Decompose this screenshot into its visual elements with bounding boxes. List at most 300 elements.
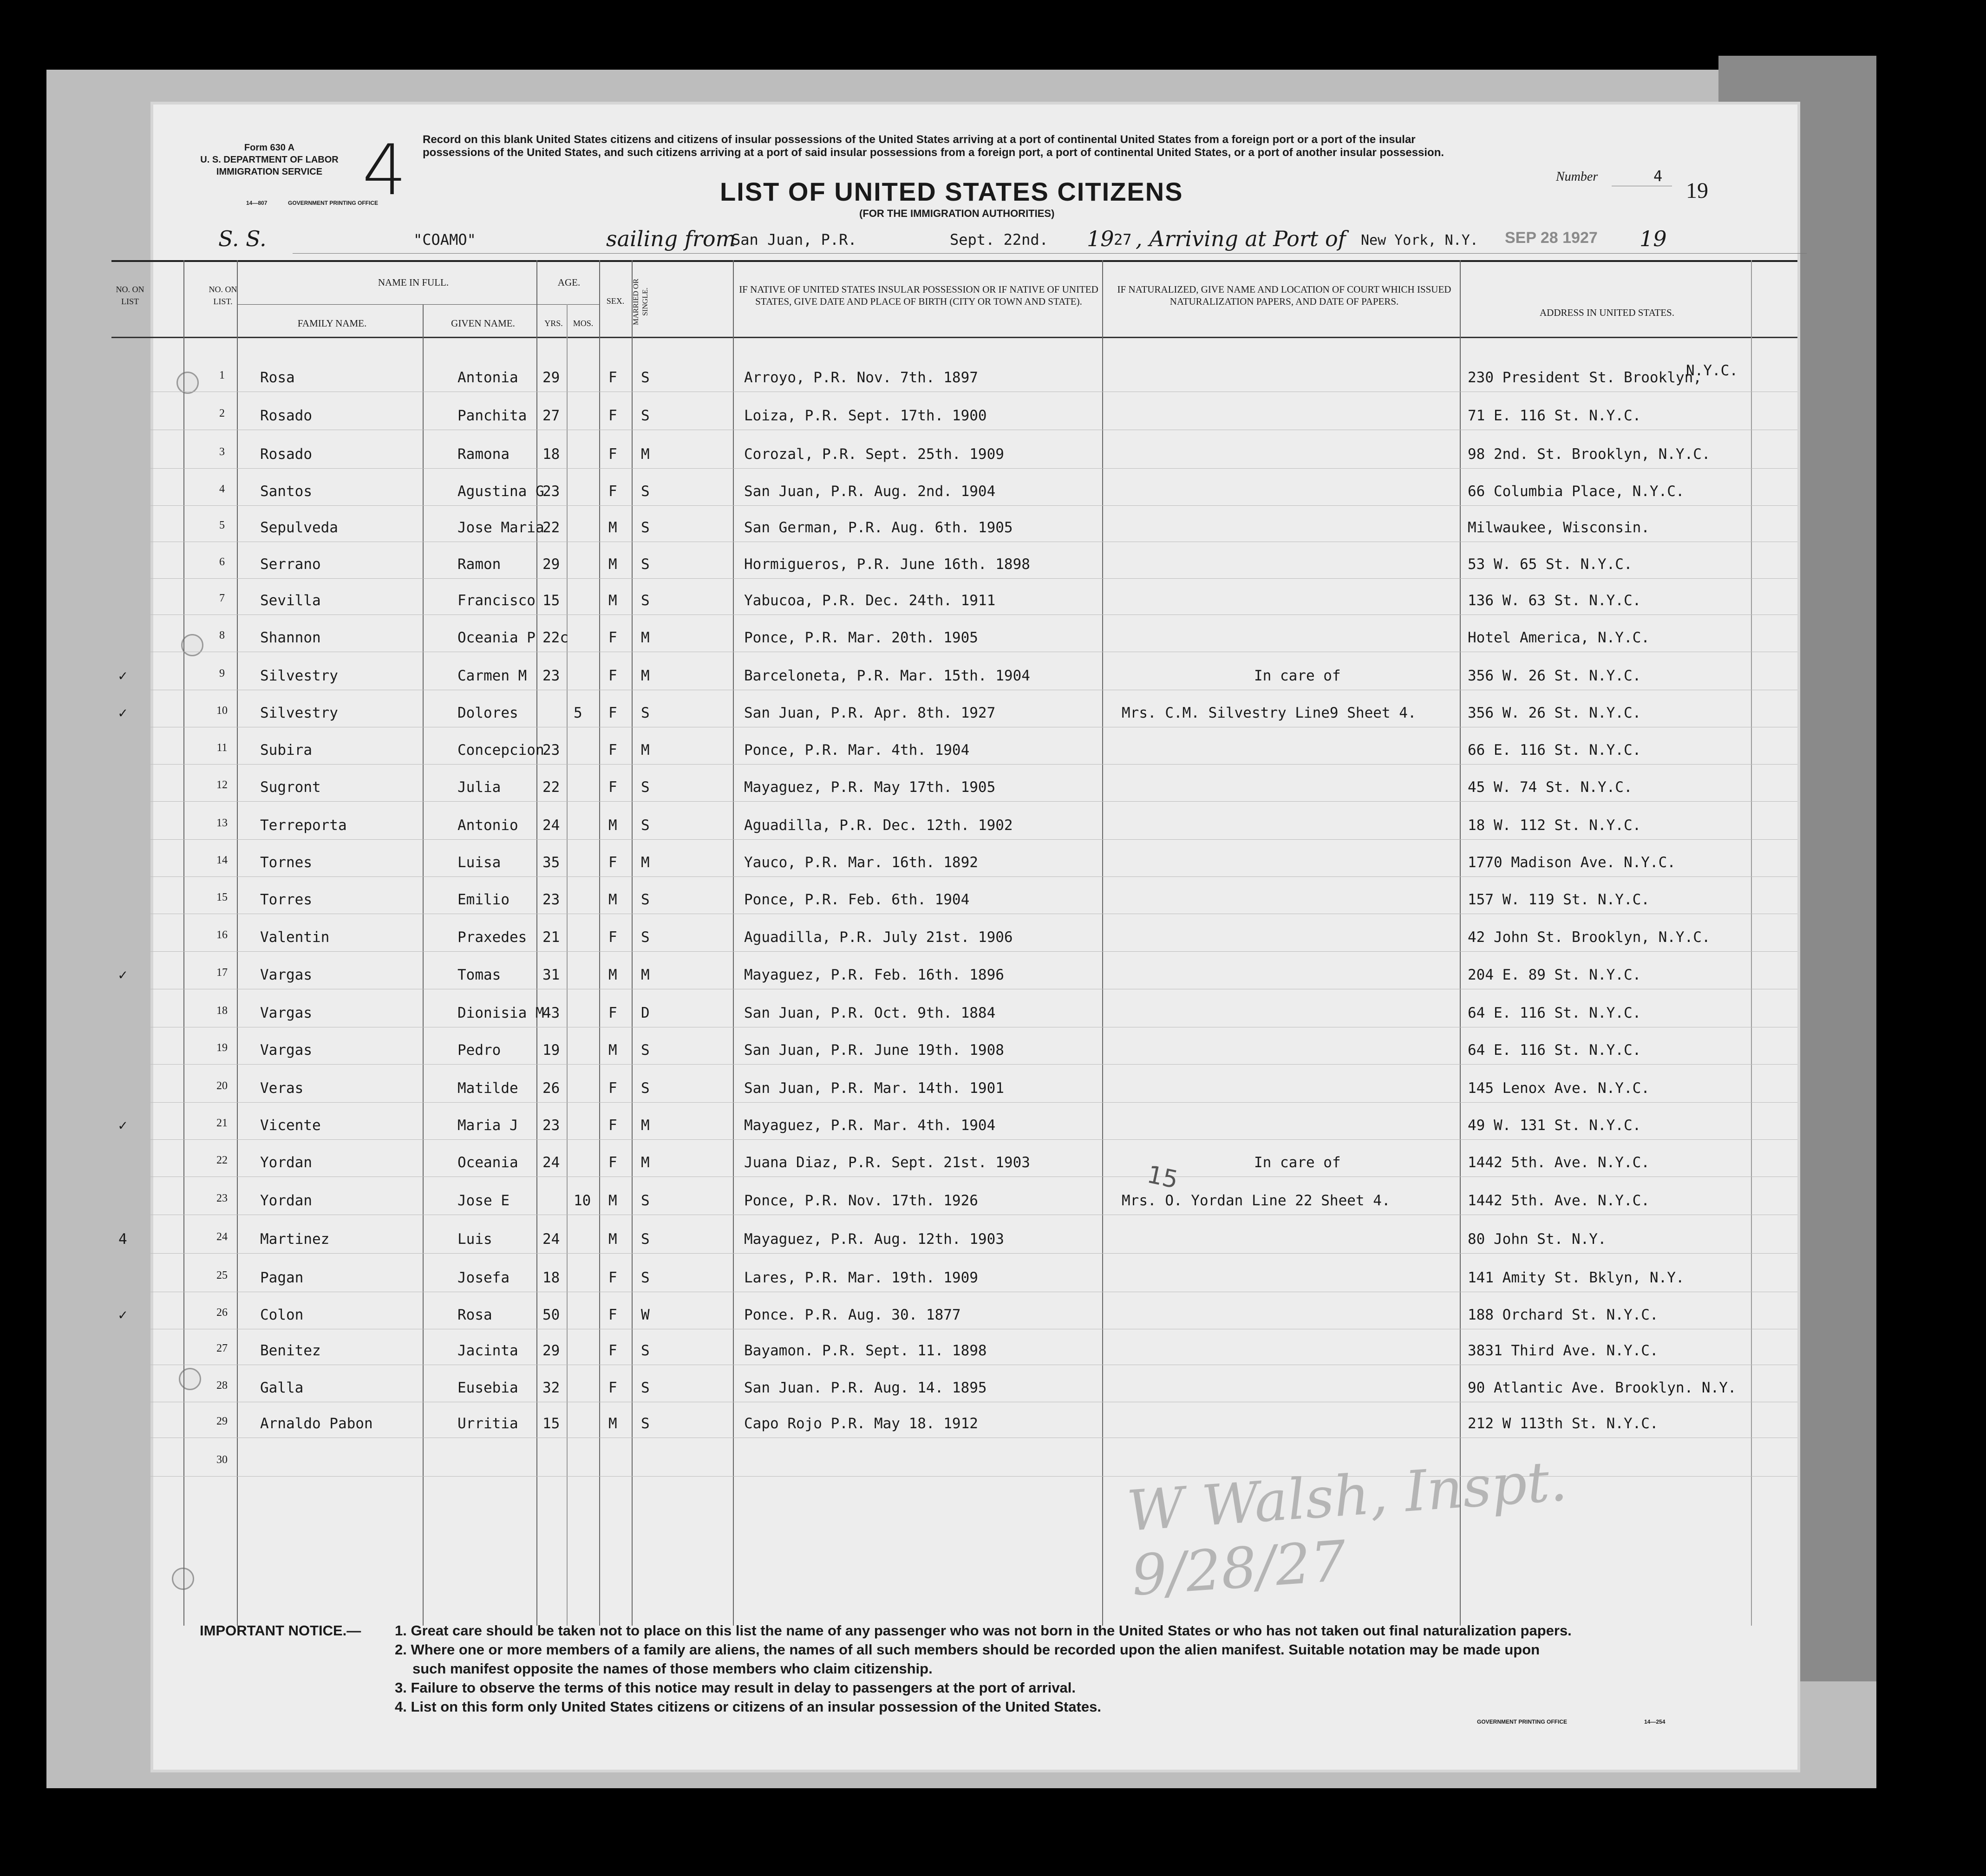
age-years: 23 (542, 742, 560, 758)
year-prefix: 19 (1087, 226, 1114, 251)
row-number: 11 (216, 742, 228, 754)
family-name: Rosa (260, 369, 295, 386)
row-rule (111, 1139, 1797, 1140)
form-department: U. S. DEPARTMENT OF LABOR (200, 155, 339, 165)
birth-place-date: San Juan, P.R. Apr. 8th. 1927 (744, 705, 996, 721)
header-age: AGE. (557, 277, 581, 288)
name-header-rule (237, 304, 599, 305)
row-check-mark: ✓ (118, 967, 127, 983)
family-name: Rosado (260, 446, 312, 463)
row-number: 24 (216, 1231, 228, 1243)
given-name: Maria J (457, 1117, 518, 1134)
birth-place-date: San German, P.R. Aug. 6th. 1905 (744, 519, 1013, 536)
sex: F (608, 446, 617, 463)
family-name: Tornes (260, 854, 312, 871)
given-name: Eusebia (457, 1379, 518, 1396)
notice-item: 4. List on this form only United States citizens or citizens of an insular possession of the United States. (395, 1699, 1101, 1715)
row-rule (111, 1064, 1797, 1065)
header-mos: MOS. (573, 319, 594, 328)
row-number: 20 (216, 1080, 228, 1092)
marital-status: S (641, 929, 650, 946)
sex: F (608, 1080, 617, 1097)
address: 80 John St. N.Y. (1468, 1231, 1607, 1248)
age-years: 18 (542, 1269, 560, 1286)
age-years: 23 (542, 483, 560, 500)
col-divider (1102, 260, 1103, 1626)
address: 64 E. 116 St. N.Y.C. (1468, 1005, 1641, 1021)
number-value: 4 (1653, 167, 1663, 185)
family-name: Martinez (260, 1231, 330, 1248)
punch-hole (176, 372, 199, 394)
age-years: 15 (542, 1415, 560, 1432)
col-divider (567, 304, 568, 1626)
birth-place-date: Hormigueros, P.R. June 16th. 1898 (744, 556, 1030, 573)
row-number: 23 (216, 1192, 228, 1204)
ss-label: S. S. (218, 226, 267, 251)
year-suffix: 27 (1114, 231, 1132, 248)
marital-status: S (641, 1192, 650, 1209)
birth-place-date: Aguadilla, P.R. Dec. 12th. 1902 (744, 817, 1013, 834)
address-note: N.Y.C. (1686, 362, 1738, 379)
birth-place-date: Barceloneta, P.R. Mar. 15th. 1904 (744, 667, 1030, 684)
row-rule (111, 764, 1797, 765)
header-address: ADDRESS IN UNITED STATES. (1540, 307, 1674, 318)
sex: M (608, 519, 617, 536)
birth-place-date: San Juan, P.R. Oct. 9th. 1884 (744, 1005, 996, 1021)
marital-status: S (641, 556, 650, 573)
family-name: Yordan (260, 1154, 312, 1171)
notice-item: such manifest opposite the names of those members who claim citizenship. (412, 1660, 933, 1677)
sex: F (608, 1154, 617, 1171)
family-name: Galla (260, 1379, 304, 1396)
row-check-mark: ✓ (118, 1117, 127, 1134)
age-years: 23 (542, 891, 560, 908)
marital-status: S (641, 1379, 650, 1396)
age-years: 29 (542, 369, 560, 386)
family-name: Sugront (260, 779, 321, 796)
birth-place-date: Arroyo, P.R. Nov. 7th. 1897 (744, 369, 978, 386)
year-end: 19 (1640, 226, 1667, 251)
marital-status: S (641, 592, 650, 609)
marital-status: S (641, 1080, 650, 1097)
birth-place-date: Ponce. P.R. Aug. 30. 1877 (744, 1307, 961, 1323)
birth-place-date: Corozal, P.R. Sept. 25th. 1909 (744, 446, 1004, 463)
form-service: IMMIGRATION SERVICE (216, 167, 323, 177)
address: 49 W. 131 St. N.Y.C. (1468, 1117, 1641, 1134)
given-name: Pedro (457, 1042, 501, 1059)
age-years: 19 (542, 1042, 560, 1059)
age-years: 31 (542, 967, 560, 983)
marital-status: M (641, 667, 650, 684)
family-name: Rosado (260, 407, 312, 424)
family-name: Torres (260, 891, 312, 908)
age-months: 5 (574, 705, 582, 721)
col-divider (183, 260, 184, 1626)
notice-item: 1. Great care should be taken not to place on this list the name of any passenger who was not born in the United States or who has not taken out final naturalization papers. (395, 1622, 1572, 1639)
marital-status: S (641, 1269, 650, 1286)
birth-place-date: San Juan, P.R. Mar. 14th. 1901 (744, 1080, 1004, 1097)
row-check-mark: ✓ (118, 1307, 127, 1323)
birth-place-date: Mayaguez, P.R. Aug. 12th. 1903 (744, 1231, 1004, 1248)
row-number: 15 (216, 891, 228, 903)
address: 141 Amity St. Bklyn, N.Y. (1468, 1269, 1685, 1286)
header-birth: IF NATIVE OF UNITED STATES INSULAR POSSESSION OR IF NATIVE OF UNITED STATES, GIVE DATE AND PLACE OF BIRTH (CITY OR TOWN AND STATE). (739, 284, 1098, 307)
table-top-border (111, 260, 1797, 262)
birth-place-date: Mayaguez, P.R. Feb. 16th. 1896 (744, 967, 1004, 983)
handwritten-sheet-number: 4 (362, 130, 407, 211)
notice-body (395, 1621, 1788, 1716)
marital-status: M (641, 854, 650, 871)
row-rule (111, 1253, 1797, 1254)
address: 136 W. 63 St. N.Y.C. (1468, 592, 1641, 609)
birth-place-date: Ponce, P.R. Nov. 17th. 1926 (744, 1192, 978, 1209)
family-name: Sepulveda (260, 519, 338, 536)
marital-status: M (641, 1154, 650, 1171)
row-number: 25 (216, 1269, 228, 1281)
given-name: Ramon (457, 556, 501, 573)
arriving-label: , Arriving at Port of (1136, 226, 1346, 251)
manifest-page (116, 105, 1797, 1770)
row-number: 19 (216, 1042, 228, 1054)
age-years: 29 (542, 556, 560, 573)
address: 18 W. 112 St. N.Y.C. (1468, 817, 1641, 834)
address: 188 Orchard St. N.Y.C. (1468, 1307, 1659, 1323)
row-number: 10 (216, 705, 228, 717)
print-code: 14—807 (246, 200, 268, 206)
marital-status: S (641, 1415, 650, 1432)
given-name: Agustina G (457, 483, 544, 500)
departure-port: San Juan, P.R. (732, 231, 857, 248)
birth-place-date: Juana Diaz, P.R. Sept. 21st. 1903 (744, 1154, 1030, 1171)
row-number: 17 (216, 967, 228, 979)
col-divider (423, 304, 424, 1626)
footer-office: GOVERNMENT PRINTING OFFICE (1477, 1719, 1568, 1725)
address: 90 Atlantic Ave. Brooklyn. N.Y. (1468, 1379, 1737, 1396)
age-years: 18 (542, 446, 560, 463)
row-rule (111, 1102, 1797, 1103)
header-name-in-full: NAME IN FULL. (378, 277, 449, 288)
address: 356 W. 26 St. N.Y.C. (1468, 667, 1641, 684)
row-rule (111, 505, 1797, 506)
age-years: 24 (542, 817, 560, 834)
address: 66 E. 116 St. N.Y.C. (1468, 742, 1641, 758)
family-name: Terreporta (260, 817, 347, 834)
marital-status: S (641, 1342, 650, 1359)
address: 157 W. 119 St. N.Y.C. (1468, 891, 1650, 908)
given-name: Luisa (457, 854, 501, 871)
age-years: 23 (542, 1117, 560, 1134)
age-years: 23 (542, 667, 560, 684)
sex: F (608, 779, 617, 796)
marital-status: D (641, 1005, 650, 1021)
family-name: Silvestry (260, 667, 338, 684)
address: 3831 Third Ave. N.Y.C. (1468, 1342, 1659, 1359)
family-name: Yordan (260, 1192, 312, 1209)
row-number: 21 (216, 1117, 228, 1129)
birth-place-date: San Juan. P.R. Aug. 14. 1895 (744, 1379, 987, 1396)
birth-place-date: Mayaguez, P.R. Mar. 4th. 1904 (744, 1117, 996, 1134)
family-name: Serrano (260, 556, 321, 573)
row-check-mark: ✓ (118, 705, 127, 721)
given-name: Urritia (457, 1415, 518, 1432)
sex: F (608, 1117, 617, 1134)
birth-place-date: Capo Rojo P.R. May 18. 1912 (744, 1415, 978, 1432)
row-number: 4 (219, 483, 225, 495)
given-name: Matilde (457, 1080, 518, 1097)
given-name: Julia (457, 779, 501, 796)
row-number: 28 (216, 1379, 228, 1392)
age-years: 24 (542, 1231, 560, 1248)
row-number: 29 (216, 1415, 228, 1427)
given-name: Panchita (457, 407, 527, 424)
col-divider (1460, 260, 1461, 1626)
row-rule (111, 951, 1797, 952)
row-number: 1 (219, 369, 225, 381)
age-years: 35 (542, 854, 560, 871)
marital-status: S (641, 1231, 650, 1248)
sex: F (608, 629, 617, 646)
address: 53 W. 65 St. N.Y.C. (1468, 556, 1633, 573)
family-name: Vargas (260, 1042, 312, 1059)
row-rule (111, 876, 1797, 877)
given-name: Jose Maria (457, 519, 544, 536)
row-rule (111, 614, 1797, 615)
age-years: 43 (542, 1005, 560, 1021)
sex: F (608, 1307, 617, 1323)
marital-status: S (641, 519, 650, 536)
given-name: Josefa (457, 1269, 510, 1286)
marital-status: S (641, 779, 650, 796)
address: 45 W. 74 St. N.Y.C. (1468, 779, 1633, 796)
birth-place-date: Yauco, P.R. Mar. 16th. 1892 (744, 854, 978, 871)
sex: F (608, 1379, 617, 1396)
naturalization-note: Mrs. C.M. Silvestry Line9 Sheet 4. (1122, 705, 1417, 721)
sex: M (608, 891, 617, 908)
naturalization-note: In care of (1254, 1154, 1341, 1171)
address: Hotel America, N.Y.C. (1468, 629, 1650, 646)
arrival-port: New York, N.Y. (1361, 232, 1478, 248)
notice-label: IMPORTANT NOTICE.— (200, 1622, 361, 1639)
header-sex: SEX. (606, 296, 625, 306)
age-years: 27 (542, 407, 560, 424)
row-check-mark: 4 (118, 1231, 127, 1248)
given-name: Carmen M (457, 667, 527, 684)
col-divider (1751, 260, 1752, 1626)
row-number: 14 (216, 854, 228, 866)
punch-hole (179, 1368, 201, 1390)
row-number: 13 (216, 817, 228, 829)
row-rule (111, 468, 1797, 469)
address: 204 E. 89 St. N.Y.C. (1468, 967, 1641, 983)
sex: F (608, 929, 617, 946)
naturalization-note: In care of (1254, 667, 1341, 684)
sex: F (608, 705, 617, 721)
marital-status: S (641, 369, 650, 386)
age-years: 22 (542, 779, 560, 796)
sex: M (608, 592, 617, 609)
age-years: 32 (542, 1379, 560, 1396)
marital-status: W (641, 1307, 650, 1323)
age-years: 29 (542, 1342, 560, 1359)
address: 98 2nd. St. Brooklyn, N.Y.C. (1468, 446, 1711, 463)
sex: F (608, 1342, 617, 1359)
given-name: Emilio (457, 891, 510, 908)
col-divider (599, 260, 600, 1626)
birth-place-date: Mayaguez, P.R. May 17th. 1905 (744, 779, 996, 796)
family-name: Santos (260, 483, 312, 500)
address: 356 W. 26 St. N.Y.C. (1468, 705, 1641, 721)
sex: M (608, 1042, 617, 1059)
given-name: Ramona (457, 446, 510, 463)
form-number: Form 630 A (244, 143, 295, 153)
address: 1770 Madison Ave. N.Y.C. (1468, 854, 1676, 871)
page-subtitle: (FOR THE IMMIGRATION AUTHORITIES) (859, 208, 1055, 219)
marital-status: M (641, 629, 650, 646)
birth-place-date: Ponce, P.R. Feb. 6th. 1904 (744, 891, 970, 908)
family-name: Benitez (260, 1342, 321, 1359)
row-number: 2 (219, 407, 225, 419)
row-number: 6 (219, 556, 225, 568)
row-number: 22 (216, 1154, 228, 1166)
row-number: 30 (216, 1454, 228, 1466)
row-number: 8 (219, 629, 225, 641)
row-number: 3 (219, 446, 225, 458)
notice-item: 2. Where one or more members of a family are aliens, the names of all such members should be recorded upon the alien manifest. Suitable notation may be made upon (395, 1641, 1540, 1658)
sex: F (608, 369, 617, 386)
birth-place-date: Yabucoa, P.R. Dec. 24th. 1911 (744, 592, 996, 609)
sex: F (608, 667, 617, 684)
sex: F (608, 483, 617, 500)
birth-place-date: Loiza, P.R. Sept. 17th. 1900 (744, 407, 987, 424)
family-name: Colon (260, 1307, 304, 1323)
marital-status: M (641, 742, 650, 758)
given-name: Luis (457, 1231, 492, 1248)
birth-place-date: Lares, P.R. Mar. 19th. 1909 (744, 1269, 978, 1286)
birth-place-date: Ponce, P.R. Mar. 4th. 1904 (744, 742, 970, 758)
notice-item: 3. Failure to observe the terms of this notice may result in delay to passengers at the port of arrival. (395, 1680, 1076, 1696)
address: 212 W 113th St. N.Y.C. (1468, 1415, 1659, 1432)
address: 145 Lenox Ave. N.Y.C. (1468, 1080, 1650, 1097)
birth-place-date: San Juan, P.R. Aug. 2nd. 1904 (744, 483, 996, 500)
given-name: Dolores (457, 705, 518, 721)
age-years: 15 (542, 592, 560, 609)
row-rule (111, 801, 1797, 802)
print-office: GOVERNMENT PRINTING OFFICE (288, 200, 379, 206)
marital-status: S (641, 407, 650, 424)
birth-place-date: Bayamon. P.R. Sept. 11. 1898 (744, 1342, 987, 1359)
inspector-signature: W Walsh, Inspt. 9/28/27 (1125, 1449, 1569, 1608)
sailing-label: sailing from (606, 226, 736, 251)
marital-status: M (641, 967, 650, 983)
family-name: Vicente (260, 1117, 321, 1134)
marital-status: S (641, 817, 650, 834)
sex: F (608, 742, 617, 758)
family-name: Vargas (260, 1005, 312, 1021)
row-number: 26 (216, 1307, 228, 1319)
sex: F (608, 854, 617, 871)
marital-status: S (641, 891, 650, 908)
arrival-stamp: SEP 28 1927 (1505, 229, 1598, 247)
row-number: 16 (216, 929, 228, 941)
row-number: 12 (216, 779, 228, 791)
marital-status: S (641, 1042, 650, 1059)
sex: M (608, 1231, 617, 1248)
given-name: Antonia (457, 369, 518, 386)
family-name: Subira (260, 742, 312, 758)
birth-place-date: Ponce, P.R. Mar. 20th. 1905 (744, 629, 978, 646)
sex: F (608, 1269, 617, 1286)
address: 230 President St. Brooklyn, (1468, 369, 1702, 386)
given-name: Oceania (457, 1154, 518, 1171)
family-name: Veras (260, 1080, 304, 1097)
header-naturalized: IF NATURALIZED, GIVE NAME AND LOCATION OF COURT WHICH ISSUED NATURALIZATION PAPERS, AND DATE OF PAPERS. (1117, 284, 1451, 307)
marital-status: M (641, 446, 650, 463)
table-header-border (111, 337, 1797, 338)
row-rule (111, 839, 1797, 840)
departure-date: Sept. 22nd. (950, 231, 1048, 248)
punch-hole (181, 634, 203, 656)
given-name: Oceania P (457, 629, 536, 646)
footer-code: 14—254 (1644, 1719, 1666, 1725)
row-number: 7 (219, 592, 225, 604)
age-years: 21 (542, 929, 560, 946)
age-years: 50 (542, 1307, 560, 1323)
address: 1442 5th. Ave. N.Y.C. (1468, 1154, 1650, 1171)
family-name: Pagan (260, 1269, 304, 1286)
col-divider (632, 260, 633, 1626)
address: 64 E. 116 St. N.Y.C. (1468, 1042, 1641, 1059)
header-no-on-list: NO. ON LIST. (209, 285, 237, 306)
page-title: LIST OF UNITED STATES CITIZENS (720, 177, 1183, 206)
marital-status: S (641, 483, 650, 500)
family-name: Vargas (260, 967, 312, 983)
address: Milwaukee, Wisconsin. (1468, 519, 1650, 536)
number-year: 19 (1686, 178, 1708, 203)
family-name: Shannon (260, 629, 321, 646)
naturalization-note: Mrs. O. Yordan Line 22 Sheet 4. (1122, 1192, 1391, 1209)
row-check-mark: ✓ (118, 667, 127, 684)
sex: M (608, 1415, 617, 1432)
form-identity (195, 142, 344, 178)
margin-note: 15 (1144, 1160, 1181, 1195)
given-name: Francisco (457, 592, 536, 609)
birth-place-date: Aguadilla, P.R. July 21st. 1906 (744, 929, 1013, 946)
row-number: 5 (219, 519, 225, 531)
voyage-underline (293, 253, 1807, 254)
col-divider (733, 260, 734, 1626)
header-no-left: NO. ON LIST (116, 285, 144, 306)
age-years: 26 (542, 1080, 560, 1097)
sex: M (608, 817, 617, 834)
row-rule (111, 578, 1797, 579)
marital-status: S (641, 705, 650, 721)
family-name: Sevilla (260, 592, 321, 609)
given-name: Tomas (457, 967, 501, 983)
punch-hole (172, 1568, 194, 1590)
header-married-single: MARRIED OR SINGLE. (632, 279, 649, 326)
family-name: Silvestry (260, 705, 338, 721)
given-name: Jacinta (457, 1342, 518, 1359)
row-number: 9 (219, 667, 225, 680)
given-name: Dionisia M (457, 1005, 544, 1021)
given-name: Praxedes (457, 929, 527, 946)
age-years: 24 (542, 1154, 560, 1171)
intro-text: Record on this blank United States citizens and citizens of insular possessions of the United States arriving at a port of continental United States from a foreign port or a port of the insular possessions of the United States, and such citizens arriving at a port of said insular possessions from a foreign port, a port of continental United States, or a port of another insular possession. (423, 133, 1444, 159)
given-name: Concepcion (457, 742, 544, 758)
family-name: Valentin (260, 929, 330, 946)
header-family-name: FAMILY NAME. (297, 318, 367, 329)
given-name: Rosa (457, 1307, 492, 1323)
